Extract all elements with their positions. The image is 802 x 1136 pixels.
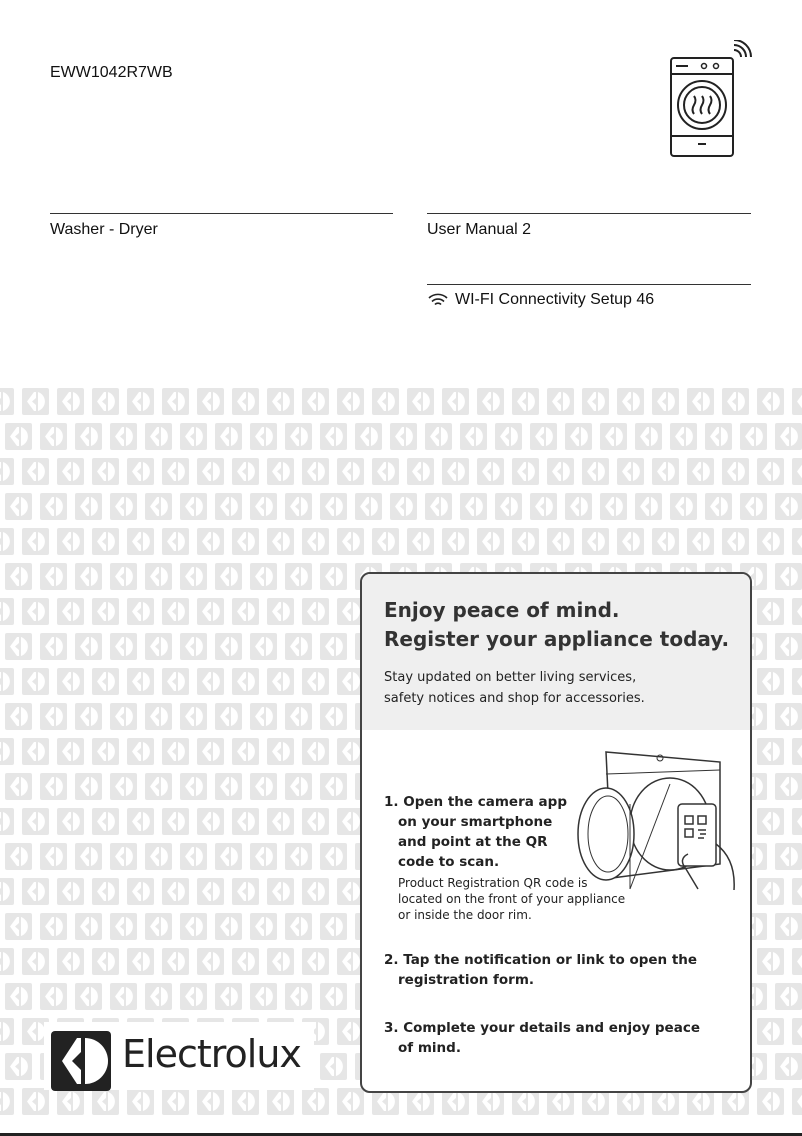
step-1-note: or inside the door rim. bbox=[398, 908, 532, 922]
divider bbox=[427, 284, 751, 285]
wifi-icon bbox=[427, 293, 449, 307]
step-1-note: located on the front of your appliance bbox=[398, 892, 626, 906]
step-3-line: of mind. bbox=[398, 1040, 461, 1056]
step-1-line: and point at the QR bbox=[398, 834, 548, 850]
product-type: Washer - Dryer bbox=[50, 221, 158, 238]
toc-item-label: WI-FI Connectivity Setup 46 bbox=[455, 291, 655, 308]
intro-line1: Stay updated on better living services, bbox=[384, 670, 637, 685]
toc-item-wifi-setup[interactable] bbox=[427, 291, 654, 309]
intro-line2: safety notices and shop for accessories. bbox=[384, 691, 645, 706]
headline-line1: Enjoy peace of mind. bbox=[384, 598, 620, 622]
step-2-line: registration form. bbox=[398, 972, 535, 988]
step-1-note: Product Registration QR code is bbox=[398, 876, 588, 890]
divider bbox=[50, 213, 393, 214]
step-1-line: 1. Open the camera app bbox=[384, 794, 567, 810]
toc-item-user-manual[interactable]: User Manual 2 bbox=[427, 221, 532, 238]
step-1-line: on your smartphone bbox=[398, 814, 553, 830]
registration-card bbox=[360, 572, 752, 1093]
step-2-line: 2. Tap the notification or link to open the bbox=[384, 952, 698, 968]
washer-dryer-wifi-icon bbox=[668, 40, 758, 160]
model-number: EWW1042R7WB bbox=[50, 64, 173, 81]
washer-scan-illustration bbox=[570, 744, 740, 894]
divider bbox=[427, 213, 751, 214]
step-1-line: code to scan. bbox=[398, 854, 500, 870]
electrolux-logo-icon bbox=[50, 1030, 112, 1092]
brand-wordmark: Electrolux bbox=[122, 1032, 301, 1076]
headline-line2: Register your appliance today. bbox=[384, 627, 730, 651]
step-3-line: 3. Complete your details and enjoy peace bbox=[384, 1020, 700, 1036]
